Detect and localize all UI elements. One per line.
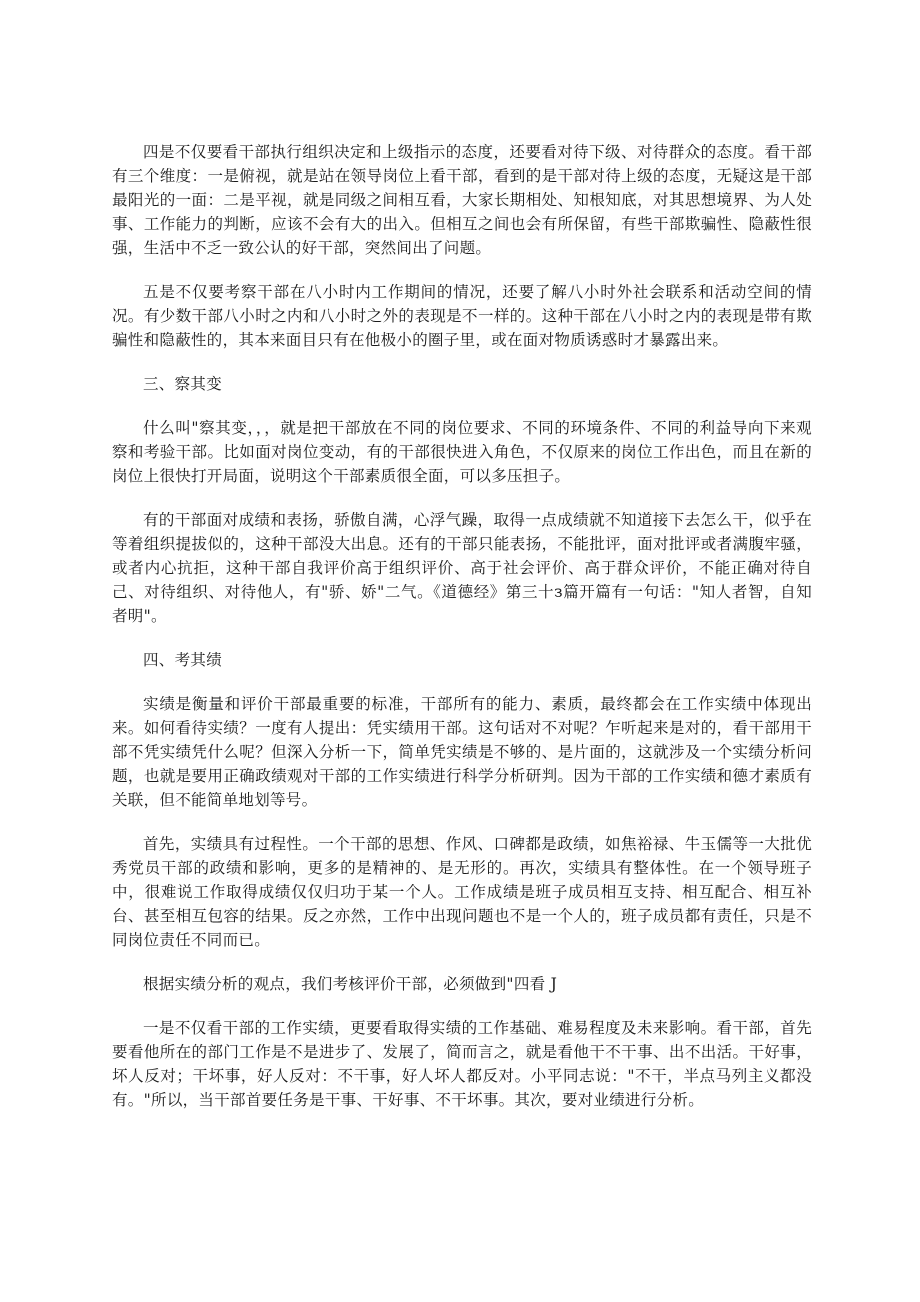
section-heading-kao-qi-ji: 四、考其绩 [143,651,223,669]
paragraph-first-look: 一是不仅看干部的工作实绩，更要看取得实绩的工作基础、难易程度及未来影响。看干部，首先要看他所在的部门工作是不是进步了、发展了，简而言之，就是看他干不干事、出不出活。干好事，坏人反对；干坏事，好人反对：不干事，好人坏人都反对。小平同志说："不干，半点马列主义都没有。"所以，当干部首要任务是干事、干好事、不干坏事。其次，要对业绩进行分析。 [112,1019,812,1109]
paragraph-fifth-point: 五是不仅要考察干部在八小时内工作期间的情况，还要了解八小时外社会联系和活动空间的情况。有少数干部八小时之内和八小时之外的表现是不一样的。这种干部在八小时之内的表现是带有欺骗性和隐蔽性的，其本来面目只有在他极小的圈子里，或在面对物质诱惑时才暴露出来。 [112,283,812,349]
paragraph-fourth-point: 四是不仅要看干部执行组织决定和上级指示的态度，还要看对待下级、对待群众的态度。看干部有三个维度：一是俯视，就是站在领导岗位上看干部，看到的是干部对待上级的态度，无疑这是干部最阳光的一面：二是平视，就是同级之间相互看，大家长期相处、知根知底，对其思想境界、为人处事、工作能力的判断，应该不会有大的出入。但相互之间也会有所保留，有些干部欺骗性、隐蔽性很强，生活中不乏一致公认的好干部，突然间出了问题。 [112,143,812,257]
paragraph-performance-process: 首先，实绩具有过程性。一个干部的思想、作风、口碑都是政绩，如焦裕禄、牛玉儒等一大批优秀党员干部的政绩和影响，更多的是精神的、是无形的。再次，实绩具有整体性。在一个领导班子中，很难说工作取得成绩仅仅归功于某一个人。工作成绩是班子成员相互支持、相互配合、相互补台、甚至相互包容的结果。反之亦然，工作中出现问题也不是一个人的，班子成员都有责任，只是不同岗位责任不同而已。 [112,835,812,949]
paragraph-what-is-cha-qi-bian: 什么叫"察其变，，，就是把干部放在不同的岗位要求、不同的环境条件、不同的利益导向下来观察和考验干部。比如面对岗位变动，有的干部很快进入角色，不仅原来的岗位工作出色，而且在新的岗位上很快打开局面，说明这个干部素质很全面，可以多压担子。 [112,419,812,485]
document-page [112,140,812,1132]
section-heading-cha-qi-bian: 三、察其变 [143,375,223,393]
paragraph-performance-standard: 实绩是衡量和评价干部最重要的标准，干部所有的能力、素质，最终都会在工作实绩中体现出来。如何看待实绩？一度有人提出：凭实绩用干部。这句话对不对呢？乍听起来是对的，看干部用干部不凭实绩凭什么呢？但深入分析一下，简单凭实绩是不够的、是片面的，这就涉及一个实绩分析问题，也就是要用正确政绩观对干部的工作实绩进行科学分析研判。因为干部的工作实绩和德才素质有关联，但不能简单地划等号。 [112,695,812,809]
paragraph-praise-and-criticism: 有的干部面对成绩和表扬，骄傲自满，心浮气躁，取得一点成绩就不知道接下去怎么干，似乎在等着组织提拔似的，这种干部没大出息。还有的干部只能表扬，不能批评，面对批评或者满腹牢骚，或者内心抗拒，这种干部自我评价高于组织评价、高于社会评价、高于群众评价，不能正确对待自己、对待组织、对待他人，有"骄、娇"二气。《道德经》第三十з篇开篇有一句话："知人者智，自知者明"。 [112,511,812,625]
subheading-four-looks: 根据实绩分析的观点，我们考核评价干部，必须做到"四看 J [143,975,558,993]
